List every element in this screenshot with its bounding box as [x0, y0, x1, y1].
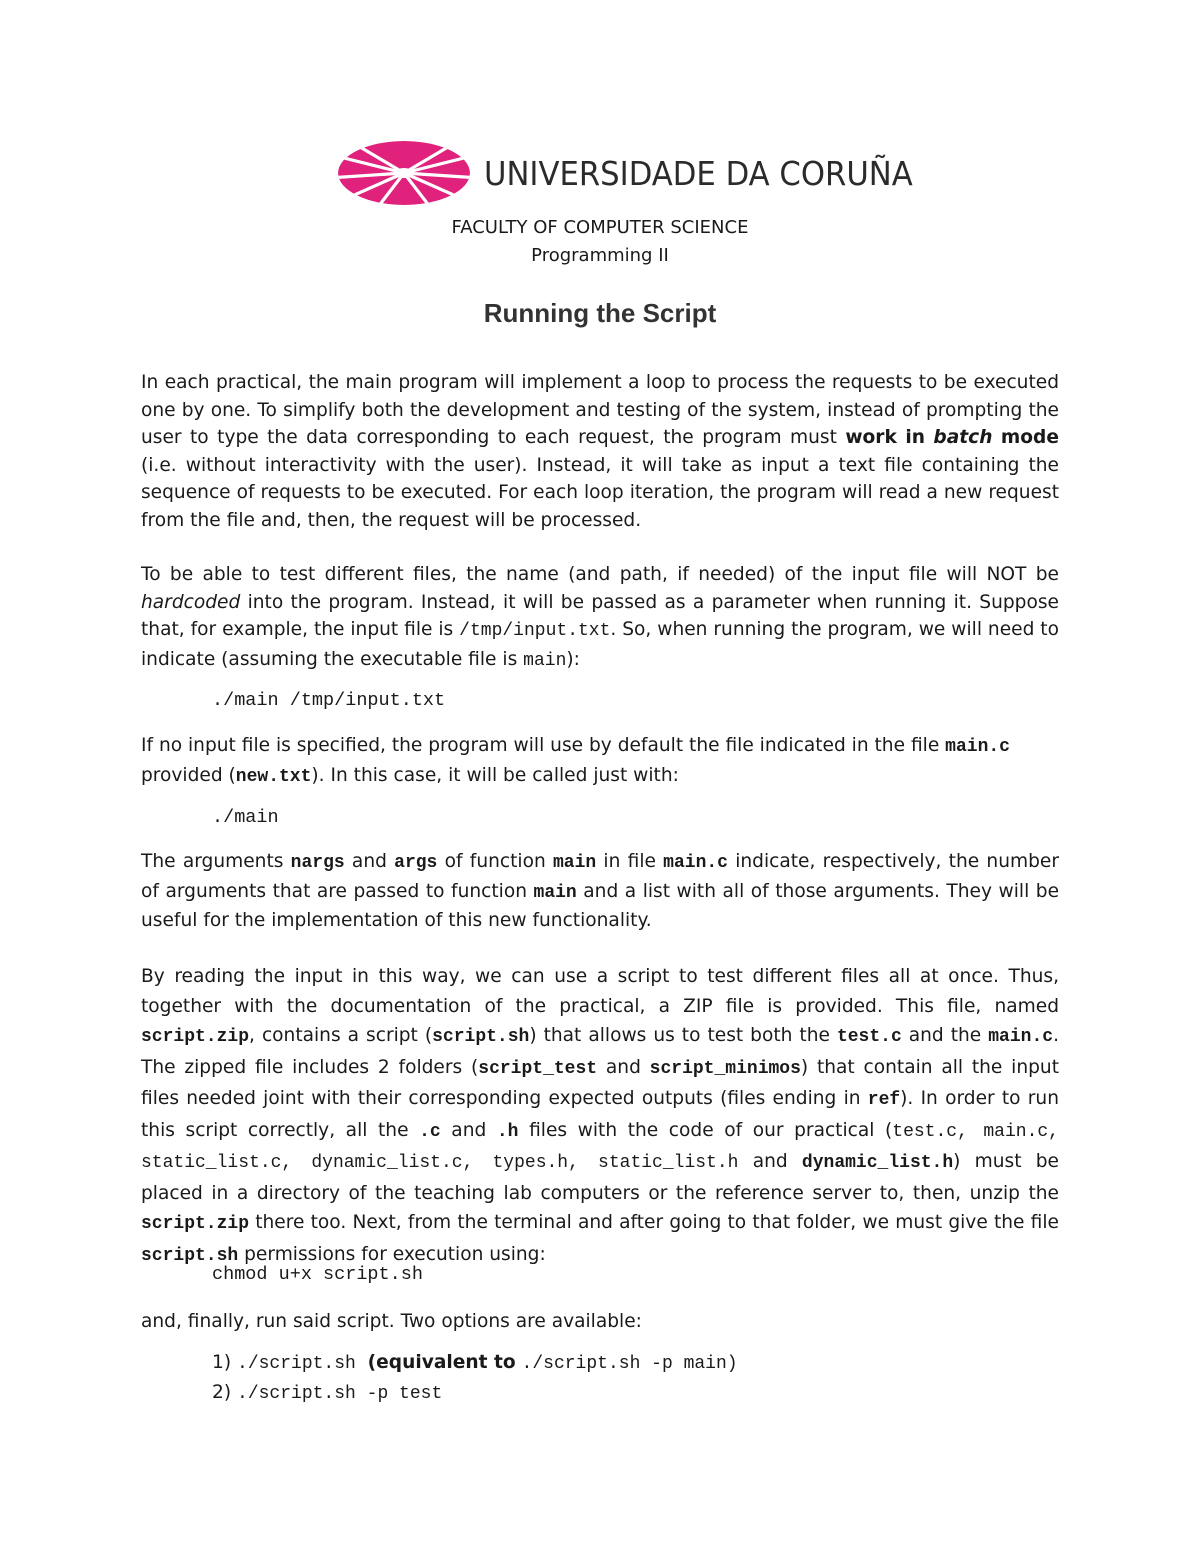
p5-text-h: ). In order to run this script correctly, all the	[141, 1088, 1059, 1141]
option-1-command: ./script.sh	[237, 1354, 356, 1374]
header-block	[0, 214, 1200, 270]
p4-text-d: in file	[596, 851, 664, 872]
option-2	[212, 1382, 442, 1404]
p4-nargs: nargs	[290, 853, 345, 873]
option-2-command: ./script.sh -p test	[237, 1384, 443, 1404]
p5-dot-c: .c	[419, 1121, 441, 1142]
p5-testc: test.c	[836, 1027, 902, 1047]
p1-batch: batch	[933, 427, 993, 448]
command-chmod: chmod u+x script.sh	[212, 1264, 423, 1285]
p5-sh2: script.sh	[141, 1245, 239, 1266]
p5-text-k: and	[738, 1151, 802, 1172]
p4-text-e: indicate, respectively, the number of arguments that are passed to function	[141, 851, 1059, 902]
p5-text-l: ) must be placed in a directory of the teaching lab computers or the reference server to, then, unzip the	[141, 1151, 1059, 1204]
p5-text-m: there too. Next, from the terminal and after going to that folder, we must give the file	[249, 1212, 1059, 1233]
p6-text: and, finally, run said script. Two options are available:	[141, 1311, 642, 1332]
command-run-default: ./main	[212, 807, 279, 828]
option-1	[212, 1352, 738, 1374]
p4-main2: main	[533, 882, 577, 903]
p5-sh: script.sh	[432, 1027, 530, 1047]
p1-work: work	[845, 427, 897, 448]
paragraph-batch-mode	[141, 369, 1059, 534]
p4-args: args	[394, 853, 438, 873]
p3-text-a: If no input file is specified, the program will use by default the file indicated in the file	[141, 735, 946, 756]
p4-text-b: and	[344, 851, 395, 872]
p2-text-a: To be able to test different files, the name (and path, if needed) of the input file will NOT be	[141, 564, 1059, 585]
p2-text-b: into the program. Instead, it will be passed as a parameter when running it. Suppose that, for example, the input file is	[141, 591, 1059, 640]
faculty-name: FACULTY OF COMPUTER SCIENCE	[451, 217, 749, 238]
p5-ref: ref	[867, 1090, 901, 1110]
p2-hardcoded: hardcoded	[141, 591, 241, 613]
p4-text-c: of function	[437, 851, 553, 872]
p5-mainc: main.c	[988, 1027, 1054, 1047]
p4-main1: main	[552, 853, 597, 873]
p5-text-c: ) that allows us to test both the	[529, 1025, 837, 1046]
p5-text-e: . The zipped file includes 2 folders (	[141, 1025, 1059, 1078]
paragraph-input-file	[141, 561, 1059, 675]
course-name: Programming II	[531, 245, 669, 266]
p5-script-minimos: script_minimos	[649, 1058, 801, 1079]
p5-zip2: script.zip	[141, 1214, 250, 1234]
option-1-close: )	[726, 1354, 738, 1374]
paragraph-script-zip	[141, 962, 1059, 1271]
page-title: Running the Script	[483, 298, 717, 328]
p5-text-a: By reading the input in this way, we can use a script to test different files all at once. Thus, together with the documentation of the practical, a ZIP file is provided. This file, named	[141, 966, 1059, 1017]
p3-text-c: ). In this case, it will be called just with:	[311, 764, 679, 786]
p5-text-n: permissions for execution using:	[238, 1243, 546, 1265]
p5-text-b: , contains a script (	[249, 1025, 433, 1046]
p3-newtxt: new.txt	[235, 766, 312, 787]
university-emblem-icon	[338, 140, 470, 206]
paragraph-run-options	[141, 1308, 1059, 1336]
p2-path: /tmp/input.txt	[459, 621, 611, 641]
p2-text-c: . So, when running the program, we will need to indicate (assuming the executable file is	[141, 619, 1059, 670]
p5-text-f: and	[597, 1056, 650, 1078]
p1-mode: mode	[1000, 427, 1059, 448]
p5-script-test: script_test	[478, 1058, 598, 1079]
p4-mainc: main.c	[663, 853, 728, 873]
p2-exe: main	[523, 650, 567, 671]
p3-text-b: provided (	[141, 764, 236, 786]
p1-in: in	[905, 427, 925, 448]
option-1-equivalent-command: ./script.sh -p main	[521, 1354, 727, 1374]
option-1-number: 1)	[212, 1352, 232, 1373]
option-2-number: 2)	[212, 1382, 232, 1403]
p5-text-g: ) that contain all the input files needed joint with their corresponding expected outputs (files ending in	[141, 1056, 1059, 1109]
p2-text-d: ):	[566, 648, 580, 670]
p1-text-a: In each practical, the main program will implement a loop to process the requests to be executed one by one. To simplify both the development and testing of the system, instead of prompting the user to type the data corresponding to each request, the program must	[141, 372, 1059, 448]
p5-text-d: and the	[901, 1025, 989, 1046]
paragraph-arguments	[141, 848, 1059, 935]
p5-text-i: and	[440, 1119, 497, 1141]
p5-dot-h: .h	[496, 1121, 519, 1142]
p1-text-b: (i.e. without interactivity with the user). Instead, it will take as input a text file containing the sequence of requests to be executed. For each loop iteration, the program will read a new request from the file and, then, the request will be processed.	[141, 454, 1059, 531]
university-name: UNIVERSIDADE DA CORUÑA	[484, 153, 913, 193]
p4-text-f: and a list with all of those arguments. They will be useful for the implementation of this new functionality.	[141, 880, 1060, 931]
p5-text-j: files with the code of our practical (	[518, 1119, 893, 1141]
paragraph-default-file	[141, 732, 1059, 791]
command-run-with-file: ./main /tmp/input.txt	[212, 690, 446, 711]
option-1-equivalent: (equivalent to	[367, 1352, 516, 1373]
p5-file-list: test.c, main.c, static_list.c, dynamic_list.c, types.h, static_list.h	[141, 1121, 1059, 1173]
p5-dynamic-list-h: dynamic_list.h	[801, 1153, 954, 1173]
p3-file: main.c	[945, 737, 1010, 757]
p4-text-a: The arguments	[141, 851, 291, 872]
university-logo	[338, 140, 945, 206]
p5-zip: script.zip	[141, 1027, 250, 1047]
